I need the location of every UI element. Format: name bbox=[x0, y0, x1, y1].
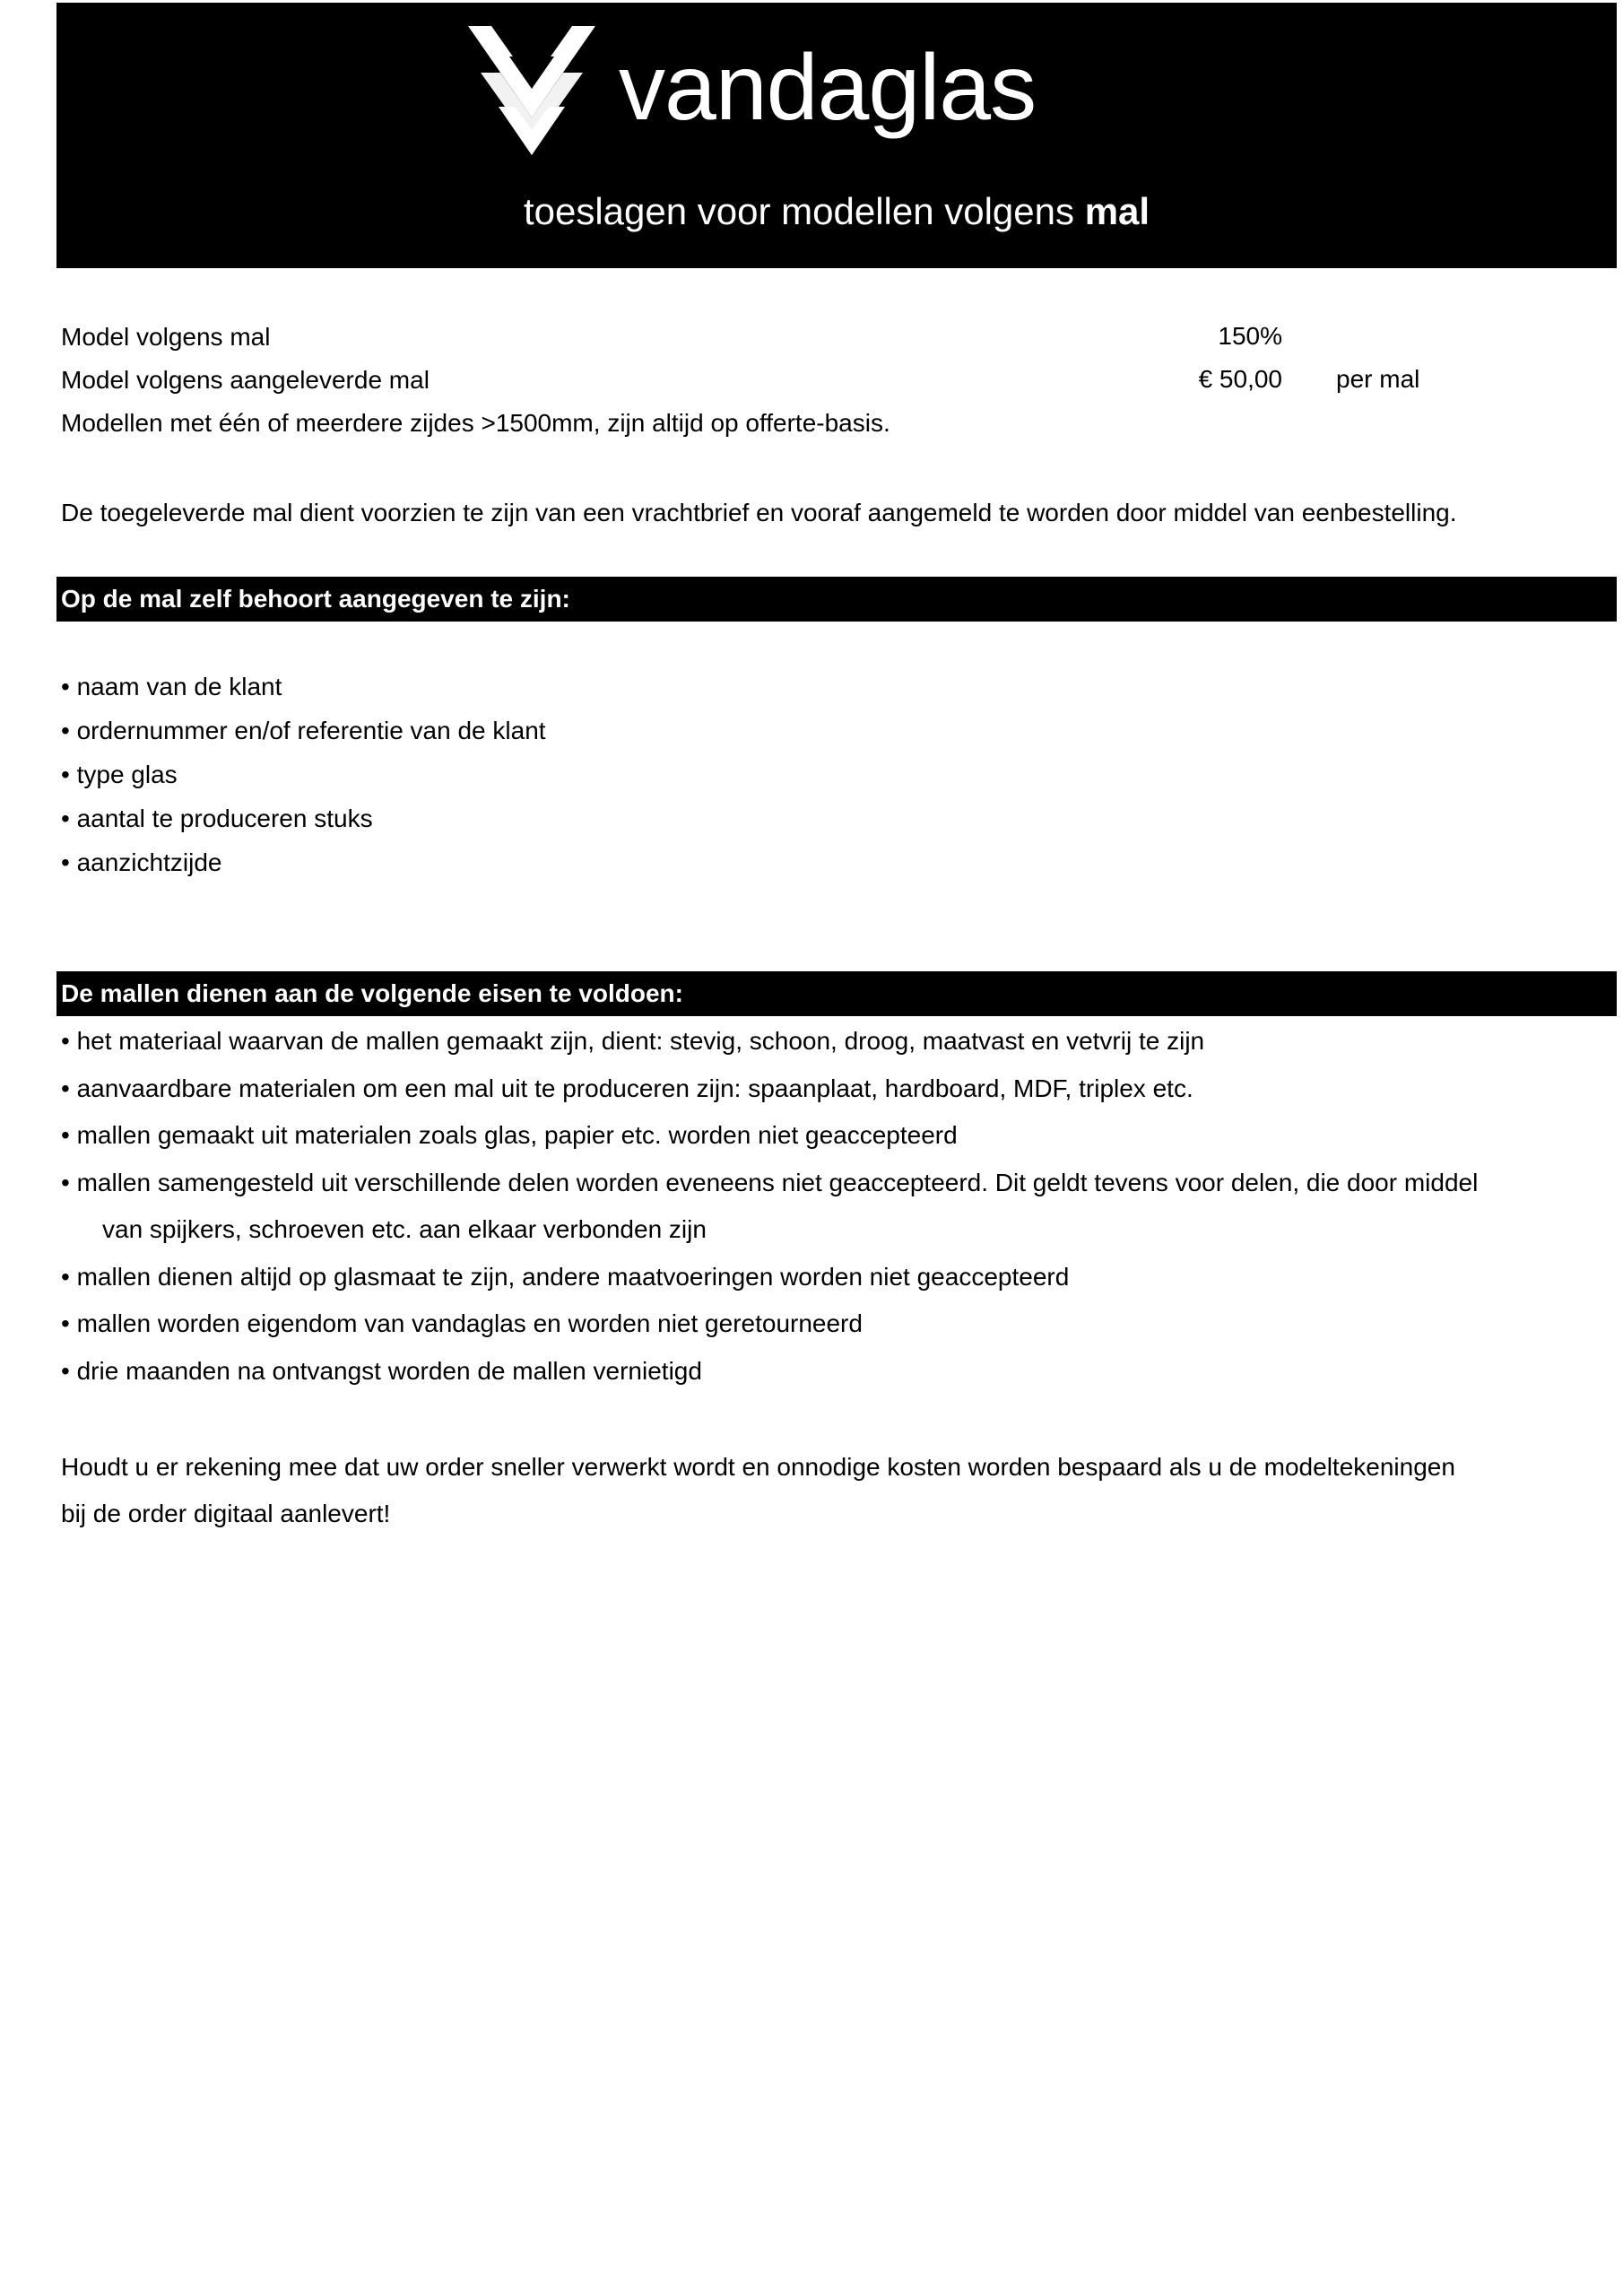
document-header bbox=[56, 3, 1617, 268]
list-item: • aanvaardbare materialen om een mal uit te produceren zijn: spaanplaat, hardboard, MDF, triplex etc. bbox=[61, 1073, 1478, 1120]
brand-logo bbox=[464, 21, 1146, 164]
section-heading-markings: Op de mal zelf behoort aangegeven te zijn: bbox=[56, 577, 1617, 622]
pricing-value-1: 150% bbox=[1218, 322, 1282, 350]
pricing-label-1: Model volgens mal bbox=[61, 323, 271, 351]
list-item: • naam van de klant bbox=[61, 671, 546, 715]
list-item: • mallen samengesteld uit verschillende delen worden eveneens niet geaccepteerd. Dit geldt tevens voor delen, die door middel bbox=[61, 1167, 1478, 1214]
markings-list bbox=[61, 671, 546, 891]
chevron-v-logo-icon bbox=[464, 21, 599, 160]
title-bold-word: mal bbox=[1084, 190, 1150, 232]
closing-line-2: bij de order digitaal aanlevert! bbox=[61, 1500, 391, 1527]
list-item: • drie maanden na ontvangst worden de mallen vernietigd bbox=[61, 1355, 1478, 1403]
pricing-note: Modellen met één of meerdere zijdes >1500mm, zijn altijd op offerte-basis. bbox=[61, 409, 890, 437]
pricing-value-2: € 50,00 bbox=[1198, 365, 1282, 393]
list-item: • ordernummer en/of referentie van de klant bbox=[61, 715, 546, 759]
pricing-label-2: Model volgens aangeleverde mal bbox=[61, 366, 430, 394]
list-item: • aanzichtzijde bbox=[61, 847, 546, 891]
list-item: • mallen worden eigendom van vandaglas en worden niet geretourneerd bbox=[61, 1308, 1478, 1355]
list-item: • type glas bbox=[61, 759, 546, 803]
pricing-unit-2: per mal bbox=[1336, 365, 1420, 393]
section-heading-requirements: De mallen dienen aan de volgende eisen te voldoen: bbox=[56, 971, 1617, 1016]
list-item: • het materiaal waarvan de mallen gemaakt zijn, dient: stevig, schoon, droog, maatvast en vetvrij te zijn bbox=[61, 1025, 1478, 1073]
brand-name: vandaglas bbox=[619, 36, 1037, 140]
list-item: • mallen gemaakt uit materialen zoals glas, papier etc. worden niet geaccepteerd bbox=[61, 1119, 1478, 1167]
list-item: • mallen dienen altijd op glasmaat te zijn, andere maatvoeringen worden niet geaccepteerd bbox=[61, 1261, 1478, 1309]
list-item: • aantal te produceren stuks bbox=[61, 803, 546, 847]
requirements-list bbox=[61, 1025, 1478, 1402]
title-prefix: toeslagen voor modellen volgens bbox=[523, 190, 1075, 232]
intro-text: De toegeleverde mal dient voorzien te zijn van een vrachtbrief en vooraf aangemeld te worden door middel van eenbestelling. bbox=[61, 499, 1457, 526]
page-title bbox=[56, 187, 1617, 237]
list-item-continuation: van spijkers, schroeven etc. aan elkaar verbonden zijn bbox=[102, 1215, 707, 1243]
closing-line-1: Houdt u er rekening mee dat uw order sneller verwerkt wordt en onnodige kosten worden bespaard als u de modeltekeningen bbox=[61, 1453, 1455, 1481]
